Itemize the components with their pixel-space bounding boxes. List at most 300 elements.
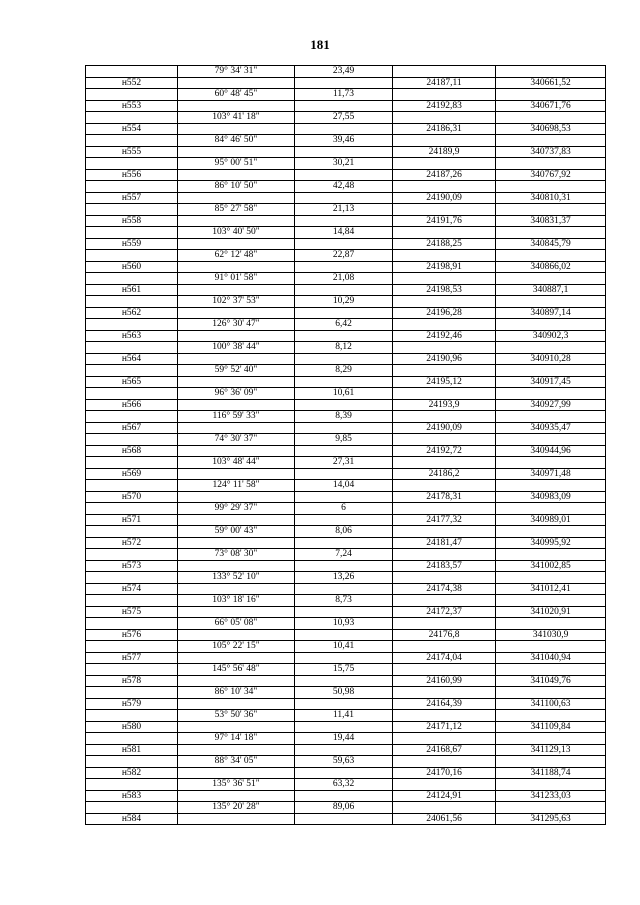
point-name-cell: н577: [86, 652, 178, 664]
angle-cell: [178, 698, 295, 710]
x-coordinate-cell: 24174,38: [393, 583, 496, 595]
x-coordinate-cell: 24187,26: [393, 169, 496, 181]
y-coordinate-cell: [496, 526, 606, 538]
point-name-cell: [86, 641, 178, 653]
point-name-cell: [86, 250, 178, 262]
y-coordinate-cell: 340887,1: [496, 284, 606, 296]
distance-cell: 14,84: [295, 227, 393, 239]
y-coordinate-cell: [496, 204, 606, 216]
y-coordinate-cell: 340698,53: [496, 123, 606, 135]
point-name-cell: [86, 457, 178, 469]
table-row: [86, 434, 606, 446]
point-name-cell: н569: [86, 468, 178, 480]
angle-cell: 103° 18' 16": [178, 595, 295, 607]
x-coordinate-cell: [393, 664, 496, 676]
table-row: [86, 491, 606, 503]
table-row: [86, 411, 606, 423]
point-name-cell: н567: [86, 422, 178, 434]
angle-cell: [178, 675, 295, 687]
point-name-cell: [86, 342, 178, 354]
distance-cell: 27,55: [295, 112, 393, 124]
y-coordinate-cell: 341100,63: [496, 698, 606, 710]
point-name-cell: [86, 434, 178, 446]
y-coordinate-cell: 341012,41: [496, 583, 606, 595]
angle-cell: 135° 36' 51": [178, 779, 295, 791]
y-coordinate-cell: 340910,28: [496, 353, 606, 365]
distance-cell: 21,08: [295, 273, 393, 285]
table-row: [86, 204, 606, 216]
y-coordinate-cell: 340927,99: [496, 399, 606, 411]
angle-cell: 145° 56' 48": [178, 664, 295, 676]
x-coordinate-cell: [393, 181, 496, 193]
y-coordinate-cell: 341295,63: [496, 813, 606, 825]
y-coordinate-cell: 341040,94: [496, 652, 606, 664]
y-coordinate-cell: [496, 158, 606, 170]
point-name-cell: [86, 802, 178, 814]
point-name-cell: н571: [86, 514, 178, 526]
angle-cell: [178, 744, 295, 756]
distance-cell: [295, 215, 393, 227]
y-coordinate-cell: [496, 733, 606, 745]
distance-cell: [295, 744, 393, 756]
point-name-cell: н554: [86, 123, 178, 135]
table-row: [86, 802, 606, 814]
angle-cell: 99° 29' 37": [178, 503, 295, 515]
distance-cell: [295, 376, 393, 388]
distance-cell: [295, 514, 393, 526]
angle-cell: 103° 40' 50": [178, 227, 295, 239]
y-coordinate-cell: 340902,3: [496, 330, 606, 342]
angle-cell: [178, 491, 295, 503]
angle-cell: 62° 12' 48": [178, 250, 295, 262]
distance-cell: [295, 606, 393, 618]
x-coordinate-cell: [393, 526, 496, 538]
x-coordinate-cell: 24164,39: [393, 698, 496, 710]
angle-cell: [178, 813, 295, 825]
x-coordinate-cell: 24160,99: [393, 675, 496, 687]
y-coordinate-cell: [496, 411, 606, 423]
x-coordinate-cell: 24188,25: [393, 238, 496, 250]
y-coordinate-cell: 340866,02: [496, 261, 606, 273]
distance-cell: 39,46: [295, 135, 393, 147]
distance-cell: 22,87: [295, 250, 393, 262]
table-row: [86, 422, 606, 434]
y-coordinate-cell: 340767,92: [496, 169, 606, 181]
table-row: [86, 319, 606, 331]
x-coordinate-cell: 24190,09: [393, 422, 496, 434]
x-coordinate-cell: [393, 457, 496, 469]
angle-cell: [178, 767, 295, 779]
table-row: [86, 514, 606, 526]
distance-cell: 23,49: [295, 66, 393, 78]
distance-cell: 19,44: [295, 733, 393, 745]
angle-cell: 84° 46' 50": [178, 135, 295, 147]
angle-cell: 86° 10' 34": [178, 687, 295, 699]
distance-cell: 11,41: [295, 710, 393, 722]
angle-cell: 73° 08' 30": [178, 549, 295, 561]
y-coordinate-cell: [496, 181, 606, 193]
angle-cell: 59° 52' 40": [178, 365, 295, 377]
point-name-cell: [86, 227, 178, 239]
distance-cell: 7,24: [295, 549, 393, 561]
x-coordinate-cell: 24186,2: [393, 468, 496, 480]
point-name-cell: н575: [86, 606, 178, 618]
table-row: [86, 181, 606, 193]
table-row: [86, 790, 606, 802]
table-row: [86, 618, 606, 630]
angle-cell: [178, 376, 295, 388]
angle-cell: 53° 50' 36": [178, 710, 295, 722]
y-coordinate-cell: 340989,01: [496, 514, 606, 526]
table-row: [86, 273, 606, 285]
point-name-cell: н562: [86, 307, 178, 319]
angle-cell: 59° 00' 43": [178, 526, 295, 538]
y-coordinate-cell: [496, 549, 606, 561]
y-coordinate-cell: 340810,31: [496, 192, 606, 204]
y-coordinate-cell: 341129,13: [496, 744, 606, 756]
x-coordinate-cell: 24192,46: [393, 330, 496, 342]
x-coordinate-cell: 24172,37: [393, 606, 496, 618]
point-name-cell: [86, 411, 178, 423]
point-name-cell: [86, 572, 178, 584]
angle-cell: [178, 790, 295, 802]
table-row: [86, 342, 606, 354]
distance-cell: [295, 767, 393, 779]
angle-cell: 74° 30' 37": [178, 434, 295, 446]
point-name-cell: н572: [86, 537, 178, 549]
table-row: [86, 457, 606, 469]
y-coordinate-cell: [496, 89, 606, 101]
point-name-cell: [86, 66, 178, 78]
distance-cell: [295, 146, 393, 158]
distance-cell: 6: [295, 503, 393, 515]
distance-cell: [295, 560, 393, 572]
table-row: [86, 66, 606, 78]
point-name-cell: [86, 710, 178, 722]
y-coordinate-cell: [496, 687, 606, 699]
distance-cell: [295, 813, 393, 825]
angle-cell: 88° 34' 05": [178, 756, 295, 768]
y-coordinate-cell: 341233,03: [496, 790, 606, 802]
y-coordinate-cell: [496, 779, 606, 791]
point-name-cell: [86, 89, 178, 101]
table-row: [86, 629, 606, 641]
table-row: [86, 284, 606, 296]
x-coordinate-cell: 24170,16: [393, 767, 496, 779]
angle-cell: 124° 11' 58": [178, 480, 295, 492]
x-coordinate-cell: 24192,83: [393, 100, 496, 112]
table-row: [86, 100, 606, 112]
distance-cell: 8,73: [295, 595, 393, 607]
x-coordinate-cell: [393, 89, 496, 101]
point-name-cell: н566: [86, 399, 178, 411]
angle-cell: [178, 422, 295, 434]
y-coordinate-cell: 341020,91: [496, 606, 606, 618]
point-name-cell: н561: [86, 284, 178, 296]
table-row: [86, 376, 606, 388]
table-row: [86, 813, 606, 825]
point-name-cell: н582: [86, 767, 178, 779]
distance-cell: [295, 583, 393, 595]
angle-cell: [178, 261, 295, 273]
distance-cell: 6,42: [295, 319, 393, 331]
x-coordinate-cell: 24176,8: [393, 629, 496, 641]
point-name-cell: н552: [86, 77, 178, 89]
angle-cell: 102° 37' 53": [178, 296, 295, 308]
x-coordinate-cell: [393, 342, 496, 354]
table-row: [86, 215, 606, 227]
angle-cell: [178, 652, 295, 664]
point-name-cell: н576: [86, 629, 178, 641]
table-row: [86, 146, 606, 158]
point-name-cell: н558: [86, 215, 178, 227]
x-coordinate-cell: 24061,56: [393, 813, 496, 825]
table-row: [86, 238, 606, 250]
table-row: [86, 710, 606, 722]
x-coordinate-cell: 24189,9: [393, 146, 496, 158]
distance-cell: [295, 330, 393, 342]
table-row: [86, 307, 606, 319]
y-coordinate-cell: 341049,76: [496, 675, 606, 687]
x-coordinate-cell: [393, 158, 496, 170]
distance-cell: [295, 123, 393, 135]
x-coordinate-cell: 24192,72: [393, 445, 496, 457]
point-name-cell: н563: [86, 330, 178, 342]
x-coordinate-cell: 24193,9: [393, 399, 496, 411]
x-coordinate-cell: 24183,57: [393, 560, 496, 572]
table-row: [86, 756, 606, 768]
x-coordinate-cell: 24177,32: [393, 514, 496, 526]
angle-cell: [178, 721, 295, 733]
x-coordinate-cell: 24198,91: [393, 261, 496, 273]
x-coordinate-cell: 24195,12: [393, 376, 496, 388]
x-coordinate-cell: [393, 595, 496, 607]
distance-cell: 50,98: [295, 687, 393, 699]
distance-cell: 30,21: [295, 158, 393, 170]
y-coordinate-cell: [496, 66, 606, 78]
angle-cell: [178, 123, 295, 135]
x-coordinate-cell: 24168,67: [393, 744, 496, 756]
angle-cell: [178, 629, 295, 641]
point-name-cell: н553: [86, 100, 178, 112]
point-name-cell: н573: [86, 560, 178, 572]
y-coordinate-cell: [496, 618, 606, 630]
distance-cell: [295, 353, 393, 365]
angle-cell: [178, 560, 295, 572]
y-coordinate-cell: 340995,92: [496, 537, 606, 549]
point-name-cell: н555: [86, 146, 178, 158]
table-row: [86, 192, 606, 204]
y-coordinate-cell: 341188,74: [496, 767, 606, 779]
angle-cell: 79° 34' 31": [178, 66, 295, 78]
table-row: [86, 89, 606, 101]
x-coordinate-cell: 24174,04: [393, 652, 496, 664]
y-coordinate-cell: 340661,52: [496, 77, 606, 89]
point-name-cell: н578: [86, 675, 178, 687]
table-row: [86, 353, 606, 365]
distance-cell: 11,73: [295, 89, 393, 101]
point-name-cell: н570: [86, 491, 178, 503]
angle-cell: 135° 20' 28": [178, 802, 295, 814]
table-row: [86, 526, 606, 538]
x-coordinate-cell: [393, 618, 496, 630]
point-name-cell: [86, 135, 178, 147]
y-coordinate-cell: [496, 296, 606, 308]
table-row: [86, 664, 606, 676]
table-row: [86, 250, 606, 262]
y-coordinate-cell: 341109,84: [496, 721, 606, 733]
distance-cell: 89,06: [295, 802, 393, 814]
point-name-cell: н579: [86, 698, 178, 710]
point-name-cell: [86, 549, 178, 561]
y-coordinate-cell: [496, 434, 606, 446]
x-coordinate-cell: [393, 135, 496, 147]
angle-cell: 105° 22' 15": [178, 641, 295, 653]
table-row: [86, 227, 606, 239]
distance-cell: [295, 698, 393, 710]
x-coordinate-cell: [393, 296, 496, 308]
y-coordinate-cell: 340897,14: [496, 307, 606, 319]
y-coordinate-cell: [496, 756, 606, 768]
distance-cell: 42,48: [295, 181, 393, 193]
y-coordinate-cell: 340971,48: [496, 468, 606, 480]
angle-cell: [178, 238, 295, 250]
angle-cell: 116° 59' 33": [178, 411, 295, 423]
point-name-cell: [86, 664, 178, 676]
x-coordinate-cell: 24190,09: [393, 192, 496, 204]
distance-cell: 9,85: [295, 434, 393, 446]
angle-cell: 126° 30' 47": [178, 319, 295, 331]
angle-cell: 97° 14' 18": [178, 733, 295, 745]
y-coordinate-cell: 341030,9: [496, 629, 606, 641]
y-coordinate-cell: 340944,96: [496, 445, 606, 457]
distance-cell: [295, 238, 393, 250]
y-coordinate-cell: [496, 480, 606, 492]
y-coordinate-cell: [496, 227, 606, 239]
table-row: [86, 330, 606, 342]
table-row: [86, 77, 606, 89]
angle-cell: 91° 01' 58": [178, 273, 295, 285]
angle-cell: 95° 00' 51": [178, 158, 295, 170]
x-coordinate-cell: 24178,31: [393, 491, 496, 503]
distance-cell: 10,41: [295, 641, 393, 653]
x-coordinate-cell: 24191,76: [393, 215, 496, 227]
table-row: [86, 135, 606, 147]
distance-cell: 14,04: [295, 480, 393, 492]
distance-cell: [295, 721, 393, 733]
angle-cell: 96° 36' 09": [178, 388, 295, 400]
point-name-cell: н583: [86, 790, 178, 802]
point-name-cell: [86, 273, 178, 285]
y-coordinate-cell: [496, 641, 606, 653]
point-name-cell: [86, 733, 178, 745]
point-name-cell: н584: [86, 813, 178, 825]
y-coordinate-cell: 340917,45: [496, 376, 606, 388]
table-row: [86, 296, 606, 308]
x-coordinate-cell: [393, 365, 496, 377]
angle-cell: [178, 606, 295, 618]
table-row: [86, 468, 606, 480]
coordinates-table-body: [86, 66, 606, 825]
y-coordinate-cell: [496, 112, 606, 124]
point-name-cell: [86, 618, 178, 630]
y-coordinate-cell: [496, 664, 606, 676]
table-row: [86, 388, 606, 400]
y-coordinate-cell: [496, 319, 606, 331]
table-row: [86, 549, 606, 561]
angle-cell: [178, 215, 295, 227]
table-row: [86, 112, 606, 124]
distance-cell: [295, 491, 393, 503]
distance-cell: [295, 169, 393, 181]
angle-cell: [178, 169, 295, 181]
y-coordinate-cell: 340983,09: [496, 491, 606, 503]
point-name-cell: [86, 595, 178, 607]
point-name-cell: н564: [86, 353, 178, 365]
point-name-cell: н557: [86, 192, 178, 204]
distance-cell: [295, 192, 393, 204]
distance-cell: [295, 652, 393, 664]
y-coordinate-cell: [496, 365, 606, 377]
y-coordinate-cell: [496, 710, 606, 722]
table-row: [86, 399, 606, 411]
point-name-cell: [86, 503, 178, 515]
angle-cell: 103° 41' 18": [178, 112, 295, 124]
x-coordinate-cell: [393, 112, 496, 124]
distance-cell: 15,75: [295, 664, 393, 676]
y-coordinate-cell: [496, 250, 606, 262]
y-coordinate-cell: 340935,47: [496, 422, 606, 434]
x-coordinate-cell: [393, 227, 496, 239]
distance-cell: [295, 399, 393, 411]
point-name-cell: [86, 204, 178, 216]
table-row: [86, 365, 606, 377]
table-row: [86, 169, 606, 181]
angle-cell: [178, 100, 295, 112]
distance-cell: [295, 261, 393, 273]
y-coordinate-cell: 341002,85: [496, 560, 606, 572]
angle-cell: [178, 77, 295, 89]
point-name-cell: [86, 296, 178, 308]
distance-cell: [295, 77, 393, 89]
distance-cell: [295, 284, 393, 296]
angle-cell: [178, 514, 295, 526]
point-name-cell: н556: [86, 169, 178, 181]
angle-cell: 66° 05' 08": [178, 618, 295, 630]
table-row: [86, 480, 606, 492]
distance-cell: [295, 445, 393, 457]
distance-cell: 8,12: [295, 342, 393, 354]
x-coordinate-cell: [393, 802, 496, 814]
x-coordinate-cell: [393, 756, 496, 768]
x-coordinate-cell: [393, 641, 496, 653]
table-row: [86, 652, 606, 664]
table-row: [86, 560, 606, 572]
x-coordinate-cell: 24181,47: [393, 537, 496, 549]
point-name-cell: [86, 388, 178, 400]
y-coordinate-cell: [496, 802, 606, 814]
x-coordinate-cell: [393, 779, 496, 791]
table-row: [86, 687, 606, 699]
point-name-cell: н580: [86, 721, 178, 733]
x-coordinate-cell: [393, 503, 496, 515]
point-name-cell: н565: [86, 376, 178, 388]
point-name-cell: [86, 687, 178, 699]
coordinates-table: [85, 65, 606, 825]
y-coordinate-cell: [496, 342, 606, 354]
table-row: [86, 606, 606, 618]
x-coordinate-cell: 24196,28: [393, 307, 496, 319]
